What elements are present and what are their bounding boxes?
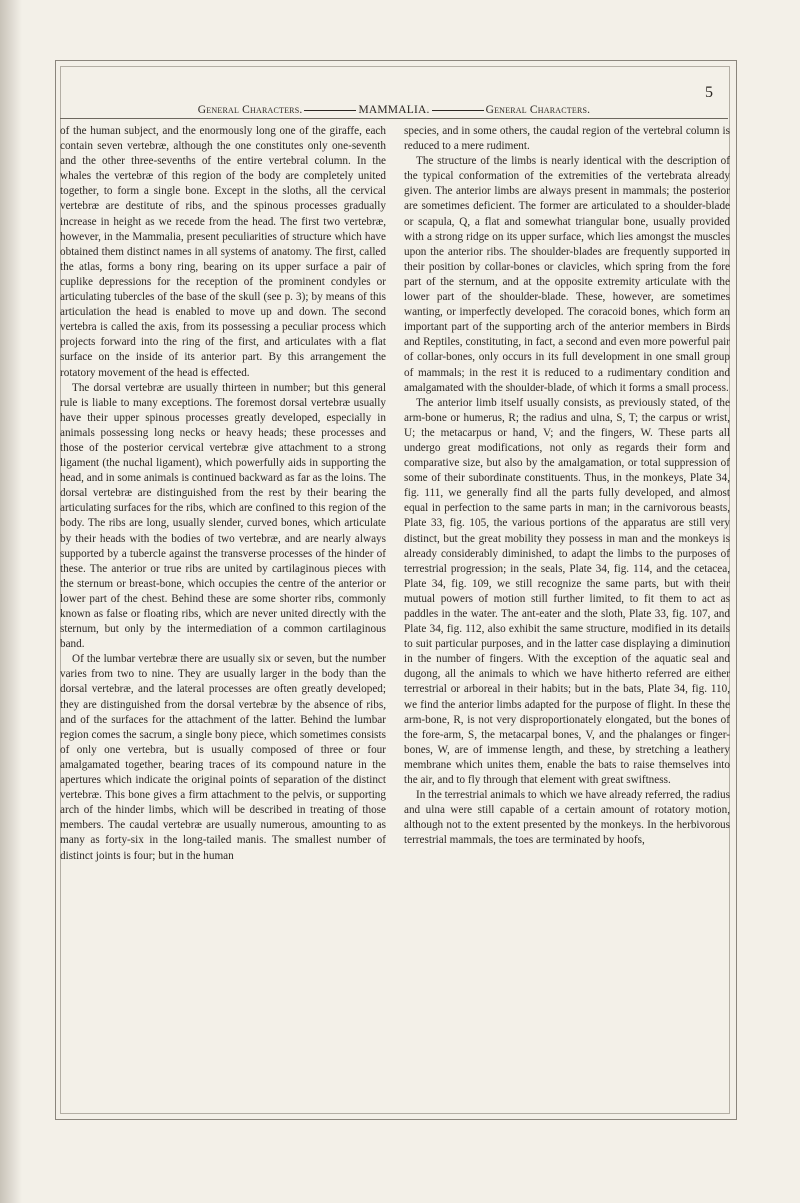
- paragraph: The dorsal vertebræ are usually thirteen in number; but this general rule is liable to many exceptions. The foremost dorsal vertebræ usually have their upper spinous processes greatly developed, especially in animals possessing long necks or heavy heads; these processes and those of the posterior cervical vertebræ give attachment to a strong ligament (the nuchal ligament), which powerfully aids in supporting the head, and in some animals is continued backward as far as the loins. The dorsal vertebræ are distinguished from the rest by their bearing the articulating surfaces for the ribs, which are confined to this region of the body. The ribs are long, usually slender, curved bones, which articulate by their heads with the bodies of two vertebræ, and are nearly always supported by a tubercle against the transverse processes of the hinder of these. The anterior or true ribs are united by cartilaginous pieces with the sternum or breast-bone, which occupies the centre of the anterior or lower part of the chest. Behind these are some shorter ribs, commonly known as false or floating ribs, which are never united directly with the sternum, but only by the intermediation of a common cartilaginous band.: [60, 381, 386, 651]
- paragraph: The anterior limb itself usually consists, as previously stated, of the arm-bone or humerus, R; the radius and ulna, S, T; the carpus or wrist, U; the metacarpus or hand, V; and the fingers, W. These parts all undergo great modifications, not only as regards their form and comparative size, but also by the amalgamation, or total suppression of some of their subordinate constituents. Thus, in the monkeys, Plate 34, fig. 111, we generally find all the parts fully developed, and almost equal in perfection to the same parts in man; in the carnivorous beasts, Plate 33, fig. 105, the various portions of the apparatus are still very distinct, but the great mobility they possess in man and the monkeys is already considerably diminished, to adapt the limbs to the purposes of terrestrial progression; in the seals, Plate 34, fig. 114, and the cetacea, Plate 34, fig. 109, we still recognize the same parts, but with their mutual powers of motion still further limited, to fit them to act as paddles in the water. The ant-eater and the sloth, Plate 33, fig. 107, and Plate 34, fig. 112, also exhibit the same structure, modified in its details to suit particular purposes, and in the latter case displaying a diminution in the number of fingers. With the exception of the aquatic seal and dugong, all the animals to which we have hitherto referred are either terrestrial or arboreal in their habits; but in the bats, Plate 34, fig. 110, we find the anterior limbs adapted for the purpose of flight. In these the arm-bone, R, is not very disproportionately elongated, but the bones of the fore-arm, S, the metacarpal bones, V, and the phalanges or finger-bones, W, are of immense length, and these, by stretching a leathery membrane which unites them, enable the bats to raise themselves into the air, and to fly through that element with great swiftness.: [404, 396, 730, 787]
- running-header: [60, 100, 728, 120]
- header-rule: [60, 118, 728, 119]
- paragraph: In the terrestrial animals to which we have already referred, the radius and ulna were still capable of a certain amount of rotatory motion, although not to the extent presented by the monkeys. In the herbivorous terrestrial mammals, the toes are terminated by hoofs,: [404, 789, 730, 847]
- header-left: General Characters.: [197, 104, 303, 116]
- paragraph: of the human subject, and the enormously long one of the giraffe, each contain seven vertebræ, although the one constitutes only one-seventh and the other three-sevenths of the entire vertebral column. In the whales the vertebræ of this region of the body are completely united together, to form a single bone. Except in the sloths, all the cervical vertebræ are destitute of ribs, and the spinous processes gradually increase in height as we recede from the head. The first two vertebræ, however, in the Mammalia, present peculiarities of structure which have obtained them distinct names in all systems of anatomy. The first, called the atlas, forms a bony ring, bearing on its upper surface a pair of cuplike depressions for the reception of the prominent condyles or articulating tubercles of the base of the skull (see p. 3); by means of this articulation the head is enabled to move up and down. The second vertebra is called the axis, from its possessing a peculiar process which projects forward into the ring of the first, and articulates with a flat surface on the inside of its anterior part. By this arrangement the rotatory movement of the head is effected.: [60, 125, 386, 379]
- header-center: MAMMALIA.: [358, 104, 430, 116]
- right-column: [404, 124, 730, 1089]
- left-column: [60, 124, 386, 1089]
- paragraph: The structure of the limbs is nearly identical with the description of the typical conformation of the extremities of the vertebrata already given. The anterior limbs are always present in mammals; the posterior are sometimes deficient. The former are articulated to a shoulder-blade or scapula, Q, a flat and somewhat triangular bone, usually provided with a strong ridge on its upper surface, which lies amongst the muscles upon the anterior ribs. The shoulder-blades are frequently supported in their position by collar-bones or clavicles, which spring from the fore part of the sternum, and at the opposite extremity articulate with the lower part of the shoulder-blade. These, however, are sometimes wanting, or imperfectly developed. The coracoid bones, which form an important part of the supporting arch of the anterior members in Birds and Reptiles, constituting, in fact, a second and even more powerful pair of collar-bones, only occurs in its full development in one small group of mammals; in the rest it is reduced to a rudimentary condition and amalgamated with the shoulder-blade, of which it forms a small process.: [404, 155, 730, 394]
- header-dash-right: [432, 110, 484, 111]
- paragraph: species, and in some others, the caudal region of the vertebral column is reduced to a mere rudiment.: [404, 125, 730, 153]
- page-number: 5: [705, 84, 713, 101]
- binding-shadow: [0, 0, 22, 1203]
- header-right: General Characters.: [485, 104, 591, 116]
- paragraph: Of the lumbar vertebræ there are usually six or seven, but the number varies from two to nine. They are usually larger in the body than the dorsal vertebræ, and the lateral processes are often greatly developed; they are distinguished from the dorsal vertebræ by the absence of ribs, and of the surfaces for the attachment of the latter. Behind the lumbar region comes the sacrum, a single bony piece, which sometimes consists of only one vertebra, but is usually composed of three or four amalgamated together, bearing traces of its compound nature in the apertures which indicate the original points of separation of the distinct vertebræ. This bone gives a firm attachment to the pelvis, or supporting arch of the hinder limbs, which will be described in treating of those members. The caudal vertebræ are usually numerous, amounting to as many as forty-six in the long-tailed manis. The smallest number of distinct joints is four; but in the human: [60, 653, 386, 862]
- header-dash-left: [304, 110, 356, 111]
